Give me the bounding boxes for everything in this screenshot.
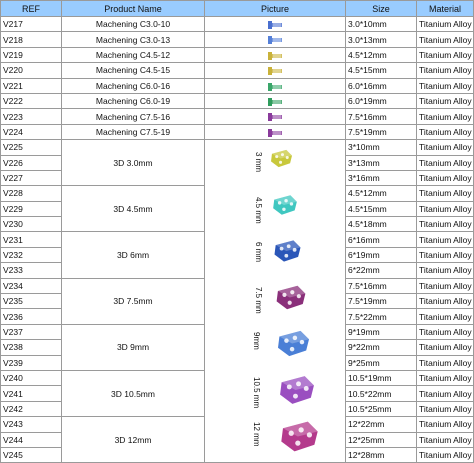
material-cell: Titanium Alloy [417,63,474,78]
implant-cage-icon [274,283,308,312]
picture-cell [205,124,346,139]
product-name-cell: 3D 12mm [62,417,205,463]
header-product-name: Product Name [62,1,205,17]
ref-cell: V238 [1,340,62,355]
ref-cell: V224 [1,124,62,139]
table-row [1,17,474,32]
product-name-cell: 3D 7.5mm [62,278,205,324]
implant-screw-icon [267,81,283,93]
material-cell: Titanium Alloy [417,386,474,401]
ref-cell: V228 [1,186,62,201]
implant-screw-icon [267,65,283,77]
size-cell: 12*25mm [346,432,417,447]
material-cell: Titanium Alloy [417,201,474,216]
ref-cell: V245 [1,447,62,462]
implant-cage-icon [271,193,299,217]
material-cell: Titanium Alloy [417,355,474,370]
material-cell: Titanium Alloy [417,417,474,432]
ref-cell: V243 [1,417,62,432]
size-cell: 7.5*16mm [346,109,417,124]
material-cell: Titanium Alloy [417,324,474,339]
ref-cell: V226 [1,155,62,170]
product-name-cell: Machening C3.0-10 [62,17,205,32]
implant-screw-icon [267,19,283,31]
material-cell: Titanium Alloy [417,17,474,32]
ref-cell: V219 [1,47,62,62]
size-cell: 9*19mm [346,324,417,339]
ref-cell: V229 [1,201,62,216]
ref-cell: V223 [1,109,62,124]
material-cell: Titanium Alloy [417,447,474,462]
implant-cage-icon [275,328,312,359]
table-row [1,63,474,78]
ref-cell: V236 [1,309,62,324]
size-cell: 3*16mm [346,170,417,185]
size-cell: 10.5*22mm [346,386,417,401]
product-name-cell: Machening C4.5-12 [62,47,205,62]
ref-cell: V244 [1,432,62,447]
implant-cage-icon [278,418,321,455]
header-material: Material [417,1,474,17]
size-cell: 3*13mm [346,155,417,170]
table-row [1,109,474,124]
ref-cell: V231 [1,232,62,247]
ref-cell: V239 [1,355,62,370]
ref-cell: V234 [1,278,62,293]
picture-cell [205,32,346,47]
material-cell: Titanium Alloy [417,294,474,309]
product-name-cell: Machening C3.0-13 [62,32,205,47]
material-cell: Titanium Alloy [417,32,474,47]
size-cell: 6*19mm [346,247,417,262]
table-body [1,17,474,463]
material-cell: Titanium Alloy [417,217,474,232]
material-cell: Titanium Alloy [417,186,474,201]
table-row [1,93,474,108]
ref-cell: V242 [1,401,62,416]
cage-size-label: 7.5 mm [254,287,263,314]
header-picture: Picture [205,1,346,17]
ref-cell: V218 [1,32,62,47]
implant-screw-icon [267,96,283,108]
material-cell: Titanium Alloy [417,432,474,447]
implant-cage-icon [272,238,303,264]
size-cell: 12*28mm [346,447,417,462]
size-cell: 4.5*12mm [346,47,417,62]
ref-cell: V232 [1,247,62,262]
ref-cell: V241 [1,386,62,401]
implant-screw-icon [267,127,283,139]
size-cell: 7.5*19mm [346,124,417,139]
material-cell: Titanium Alloy [417,170,474,185]
header-ref: REF [1,1,62,17]
size-cell: 6.0*16mm [346,78,417,93]
material-cell: Titanium Alloy [417,93,474,108]
size-cell: 10.5*19mm [346,370,417,385]
ref-cell: V221 [1,78,62,93]
product-name-cell: 3D 6mm [62,232,205,278]
material-cell: Titanium Alloy [417,232,474,247]
cage-size-label: 4.5 mm [254,197,263,224]
size-cell: 4.5*15mm [346,201,417,216]
size-cell: 6*22mm [346,263,417,278]
cage-size-label: 6 mm [254,242,263,263]
ref-cell: V237 [1,324,62,339]
ref-cell: V230 [1,217,62,232]
picture-cell [205,17,346,32]
table-row [1,32,474,47]
cage-size-label: 12 mm [252,422,261,447]
table-header-row [1,1,474,17]
material-cell: Titanium Alloy [417,263,474,278]
product-name-cell: Machening C7.5-19 [62,124,205,139]
size-cell: 4.5*12mm [346,186,417,201]
table-row [1,47,474,62]
ref-cell: V227 [1,170,62,185]
size-cell: 9*25mm [346,355,417,370]
cage-size-label: 10.5 mm [252,377,261,409]
product-name-cell: Machening C6.0-19 [62,93,205,108]
ref-cell: V233 [1,263,62,278]
size-cell: 4.5*15mm [346,63,417,78]
size-cell: 6*16mm [346,232,417,247]
picture-cell [205,78,346,93]
ref-cell: V240 [1,370,62,385]
material-cell: Titanium Alloy [417,109,474,124]
product-name-cell: Machening C4.5-15 [62,63,205,78]
ref-cell: V217 [1,17,62,32]
implant-screw-icon [267,50,283,62]
product-name-cell: Machening C6.0-16 [62,78,205,93]
table-row [1,78,474,93]
picture-cell [205,93,346,108]
implant-screw-icon [267,34,283,46]
cage-size-label: 9mm [252,332,261,350]
size-cell: 6.0*19mm [346,93,417,108]
product-name-cell: 3D 3.0mm [62,140,205,186]
implant-screw-icon [267,111,283,123]
material-cell: Titanium Alloy [417,370,474,385]
table-row [1,140,474,155]
product-name-cell: 3D 4.5mm [62,186,205,232]
ref-cell: V235 [1,294,62,309]
size-cell: 7.5*16mm [346,278,417,293]
size-cell: 12*22mm [346,417,417,432]
material-cell: Titanium Alloy [417,247,474,262]
ref-cell: V220 [1,63,62,78]
size-cell: 3.0*10mm [346,17,417,32]
implant-cage-icon [269,148,294,169]
picture-cell [205,47,346,62]
size-cell: 7.5*22mm [346,309,417,324]
size-cell: 7.5*19mm [346,294,417,309]
material-cell: Titanium Alloy [417,309,474,324]
material-cell: Titanium Alloy [417,124,474,139]
size-cell: 4.5*18mm [346,217,417,232]
material-cell: Titanium Alloy [417,340,474,355]
ref-cell: V222 [1,93,62,108]
size-cell: 10.5*25mm [346,401,417,416]
product-name-cell: 3D 9mm [62,324,205,370]
size-cell: 3*10mm [346,140,417,155]
material-cell: Titanium Alloy [417,401,474,416]
size-cell: 9*22mm [346,340,417,355]
product-name-cell: 3D 10.5mm [62,370,205,416]
material-cell: Titanium Alloy [417,140,474,155]
product-name-cell: Machening C7.5-16 [62,109,205,124]
ref-cell: V225 [1,140,62,155]
cage-size-label: 3 mm [254,152,263,173]
size-cell: 3.0*13mm [346,32,417,47]
picture-cell [205,109,346,124]
header-size: Size [346,1,417,17]
implant-cage-icon [277,373,317,407]
material-cell: Titanium Alloy [417,278,474,293]
material-cell: Titanium Alloy [417,78,474,93]
material-cell: Titanium Alloy [417,47,474,62]
cage-picture-stack [207,140,343,461]
picture-cell [205,140,346,463]
material-cell: Titanium Alloy [417,155,474,170]
table-row [1,124,474,139]
picture-cell [205,63,346,78]
